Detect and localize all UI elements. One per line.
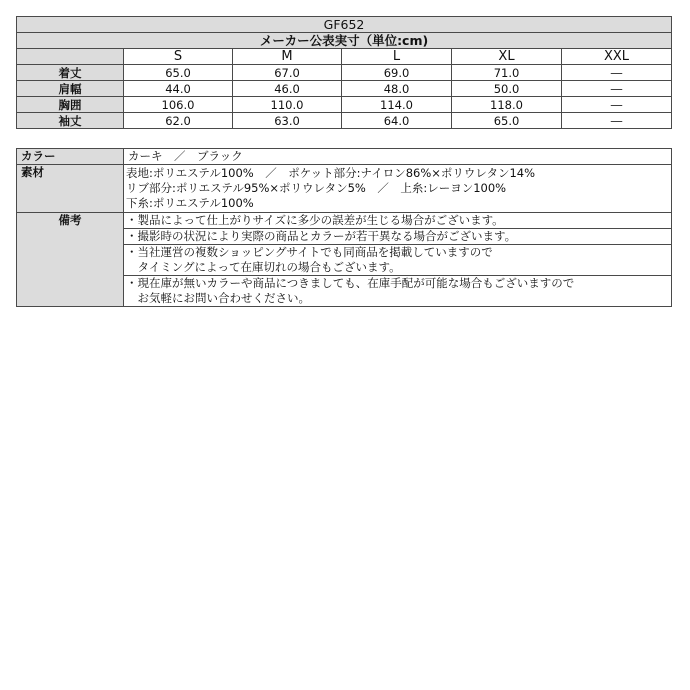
size-value: 114.0 [342,97,452,113]
row-label-sleeve: 袖丈 [17,113,124,129]
size-value: 50.0 [452,81,562,97]
size-value: ― [562,65,672,81]
size-chart-table [16,16,672,129]
size-value: 63.0 [233,113,342,129]
material-label: 素材 [17,165,124,213]
size-value: 46.0 [233,81,342,97]
note-line: お気軽にお問い合わせください。 [126,291,310,305]
size-value: 69.0 [342,65,452,81]
size-value: 118.0 [452,97,562,113]
size-header-m: M [233,49,342,65]
size-value: 44.0 [124,81,233,97]
table-row [17,97,672,113]
size-value: 65.0 [452,113,562,129]
note-line: ・製品によって仕上がりサイズに多少の誤差が生じる場合がございます。 [126,213,504,227]
size-header-xxl: XXL [562,49,672,65]
size-header-s: S [124,49,233,65]
note-item [124,276,672,307]
material-line: 下糸:ポリエステル100% [126,196,254,210]
size-chart-subtitle: メーカー公表実寸（単位:cm) [17,33,672,49]
info-row-material [17,165,672,213]
row-label-length: 着丈 [17,65,124,81]
size-value: 106.0 [124,97,233,113]
note-line: タイミングによって在庫切れの場合もございます。 [126,260,401,274]
product-code: GF652 [17,17,672,33]
note-line: ・撮影時の状況により実際の商品とカラーが若干異なる場合がございます。 [126,229,517,243]
size-value: 48.0 [342,81,452,97]
size-value: ― [562,113,672,129]
row-label-shoulder: 肩幅 [17,81,124,97]
size-value: 67.0 [233,65,342,81]
table-row [17,65,672,81]
size-header-xl: XL [452,49,562,65]
size-value: 62.0 [124,113,233,129]
row-label-chest: 胸囲 [17,97,124,113]
size-value: 65.0 [124,65,233,81]
size-value: ― [562,97,672,113]
note-item [124,213,672,229]
table-row [17,113,672,129]
header-empty-cell [17,49,124,65]
material-line: リブ部分:ポリエステル95%×ポリウレタン5% ／ 上糸:レーヨン100% [126,181,507,195]
note-line: ・現在庫が無いカラーや商品につきましても、在庫手配が可能な場合もございますので [126,276,575,290]
product-info-table [16,148,672,307]
size-header-l: L [342,49,452,65]
size-value: 110.0 [233,97,342,113]
size-value: 71.0 [452,65,562,81]
table-row [17,81,672,97]
color-label: カラー [17,149,124,165]
material-line: 表地:ポリエステル100% ／ ポケット部分:ナイロン86%×ポリウレタン14% [126,166,536,180]
color-value: カーキ ／ ブラック [124,149,672,165]
info-row-color [17,149,672,165]
note-item [124,229,672,245]
size-value: 64.0 [342,113,452,129]
note-item [124,245,672,276]
info-row-notes [17,213,672,229]
size-value: ― [562,81,672,97]
note-line: ・当社運営の複数ショッピングサイトでも同商品を掲載していますので [126,245,493,259]
notes-label: 備考 [17,213,124,307]
